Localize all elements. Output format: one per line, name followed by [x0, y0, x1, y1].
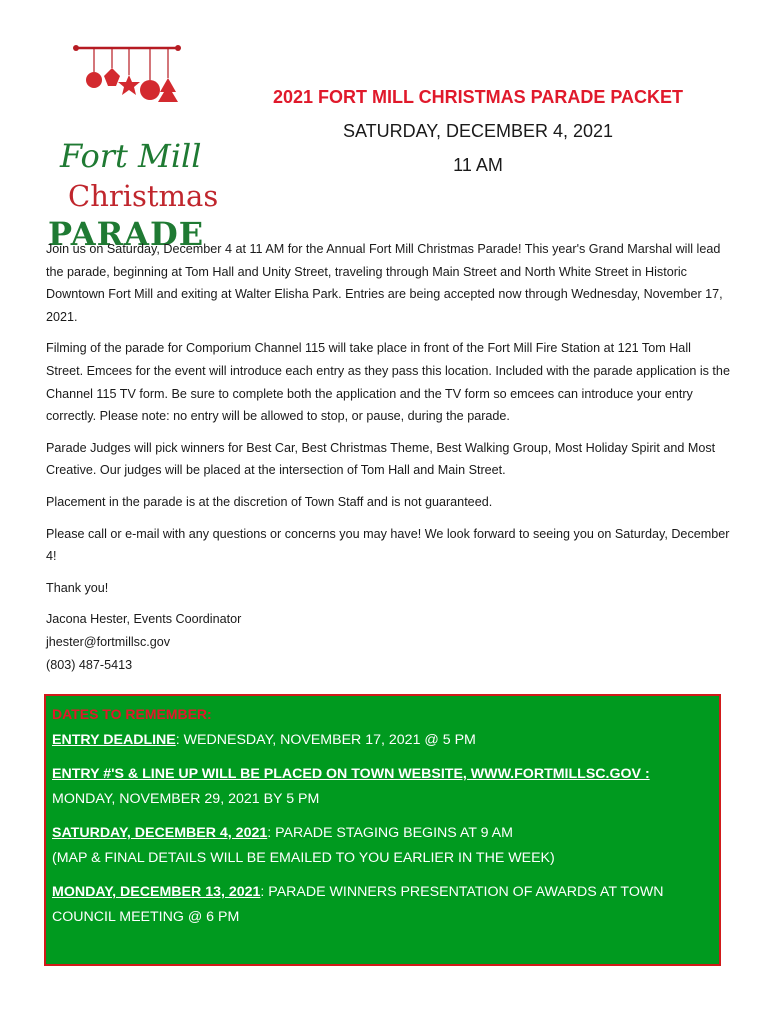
- questions-paragraph: Please call or e-mail with any questions or concerns you may have! We look forward to seeing you on Saturday, December 4!: [46, 526, 730, 564]
- placement-paragraph: Placement in the parade is at the discretion of Town Staff and is not guaranteed.: [46, 494, 493, 509]
- date-text: : PARADE STAGING BEGINS AT 9 AM: [267, 825, 513, 841]
- event-date: SATURDAY, DECEMBER 4, 2021: [342, 121, 614, 141]
- date-item-entry-deadline: [52, 728, 713, 753]
- logo-fort-mill: Fort Mill: [60, 137, 202, 175]
- date-label: MONDAY, DECEMBER 13, 2021: [52, 884, 261, 900]
- date-text: : WEDNESDAY, NOVEMBER 17, 2021 @ 5 PM: [175, 732, 476, 748]
- ornament-icon: [38, 40, 238, 150]
- intro-paragraph: Join us on Saturday, December 4 at 11 AM for the Annual Fort Mill Christmas Parade! This year's Grand Marshal will lead the parade, beginning at Tom Hall and Unity Street, traveling through Main Street and North White Street in Historic Downtown Fort Mill and exiting at Walter Elisha Park. Entries are being accepted now through Wednesday, November 17, 2021.: [46, 242, 723, 324]
- contact-email[interactable]: jhester@fortmillsc.gov: [46, 634, 171, 649]
- event-time: 11 AM: [453, 155, 503, 175]
- date-item-staging: [52, 821, 713, 871]
- date-label: ENTRY #'S & LINE UP WILL BE PLACED ON TOWN WEBSITE, WWW.FORTMILLSC.GOV :: [52, 766, 650, 782]
- contact-name: Jacona Hester, Events Coordinator: [46, 612, 242, 627]
- date-text: MONDAY, NOVEMBER 29, 2021 BY 5 PM: [52, 791, 320, 807]
- thanks-line: Thank you!: [46, 580, 109, 595]
- contact-phone: (803) 487-5413: [46, 657, 133, 672]
- contact-block: [46, 608, 730, 676]
- parade-logo: [38, 40, 238, 253]
- logo-christmas: Christmas: [68, 179, 219, 213]
- date-label: SATURDAY, DECEMBER 4, 2021: [52, 825, 268, 841]
- packet-body: [46, 238, 730, 676]
- dates-to-remember-box: [44, 694, 721, 966]
- date-extra-text: (MAP & FINAL DETAILS WILL BE EMAILED TO YOU EARLIER IN THE WEEK): [52, 850, 555, 866]
- judges-paragraph: Parade Judges will pick winners for Best Car, Best Christmas Theme, Best Walking Group, Most Holiday Spirit and Most Creative. Our judges will be placed at the intersection of Tom Hall and Main Street.: [46, 440, 716, 478]
- packet-title: 2021 FORT MILL CHRISTMAS PARADE PACKET: [272, 87, 684, 107]
- date-item-lineup: [52, 762, 713, 812]
- date-text: : PARADE WINNERS PRESENTATION OF AWARDS AT TOWN COUNCIL MEETING @ 6 PM: [52, 884, 664, 925]
- date-label: ENTRY DEADLINE: [52, 732, 176, 748]
- filming-paragraph: Filming of the parade for Comporium Channel 115 will take place in front of the Fort Mill Fire Station at 121 Tom Hall Street. Emcees for the event will introduce each entry as they pass this location. Included with the parade application is the Channel 115 TV form. Be sure to complete both the application and the TV form so emcees can introduce your entry correctly. Please note: no entry will be allowed to stop, or pause, during the parade.: [46, 341, 730, 424]
- date-item-awards: [52, 880, 713, 930]
- dates-heading: DATES TO REMEMBER:: [52, 706, 212, 722]
- logo-parade: PARADE: [48, 215, 205, 253]
- packet-header: [248, 86, 708, 176]
